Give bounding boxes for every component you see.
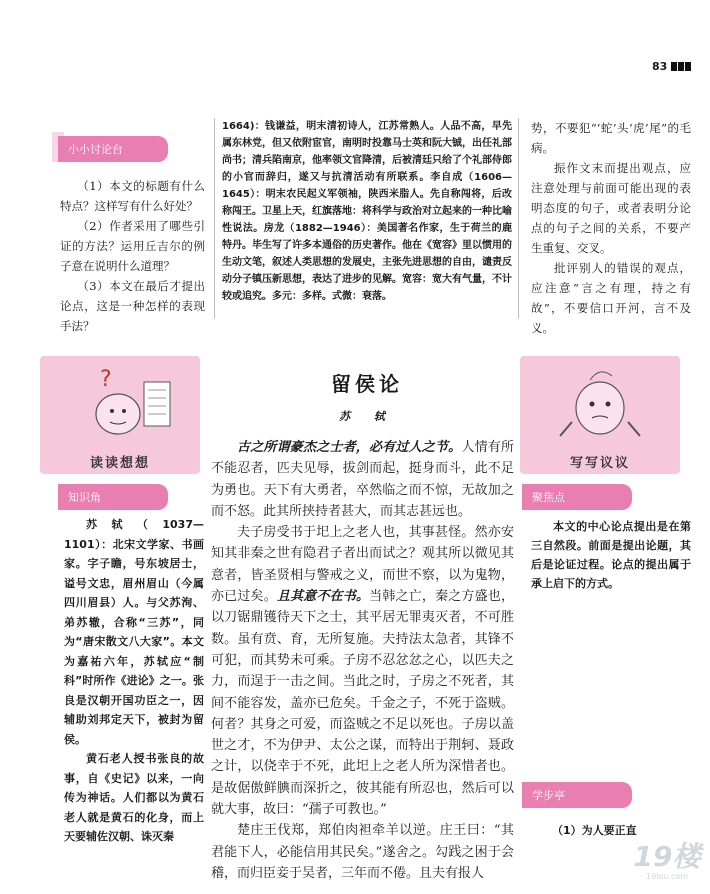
discussion-question-2: （2）作者采用了哪些引证的方法？运用丘吉尔的例子意在说明什么道理？ [60,219,205,273]
article-paragraph-2: 夫子房受书于圯上之老人也，其事甚怪。然亦安知其非秦之世有隐君子者出而试之？观其所以微见其意者，皆圣贤相与警戒之义，而世不察，以为鬼物，亦已过矣。且其意不在书。当韩之亡，秦之方盛也，以刀锯鼎镬待天下之士，其平居无罪夷灭者，不可胜数。虽有贲、育，无所复施。夫持法太急者，其锋不可犯，而其势未可乘。子房不忍忿忿之心，以匹夫之力，而逞于一击之间。当此之时，子房之不死者，其间不能容发，盖亦已危矣。千金之子，不死于盗贼。何者？其身之可爱，而盗贼之不足以死也。子房以盖世之才，不为伊尹、太公之谋，而特出于荆轲、聂政之计，以侥幸于不死，此圯上之老人所为深惜者也。是故倨傲鲜腆而深折之，彼其能有所忍也，然后可以就大事，故曰：“孺子可教也。” [211,525,514,818]
page-number: 83 [652,60,691,74]
discussion-label: 小小讨论台 [58,136,168,162]
focus-text: 本文的中心论点提出是在第三自然段。前面是提出论题，其后是论证过程。论点的提出属于承上启下的方式。 [531,520,691,590]
writing-tip-2: 振作文末而提出观点，应注意处理与前面可能出现的表明态度的句子，或者表明分论点的句子之间的关系，不要产生重复、交叉。 [531,161,691,255]
discussion-question-1: （1）本文的标题有什么特点？这样写有什么好处？ [60,179,205,213]
write-discuss-illustration [520,356,680,474]
handwritten-thesis: 古之所谓豪杰之士者，必有过人之节。 [237,440,462,455]
focus-label: 聚焦点 [522,484,632,510]
knowledge-text [64,515,204,847]
reading-girl-icon [40,356,200,448]
svg-text:?: ? [100,367,112,392]
writing-character-icon [520,356,680,448]
vocabulary-notes: 1664)：钱谦益，明末清初诗人，江苏常熟人。人品不高，早先属东林党，但又依附宦官，南明时投靠马士英和阮大铖，出任礼部尚书；清兵陷南京，他率领文官降清，后被清廷只给了个礼部侍郎的小官而辞归，遂又与抗清活动有所联系。李自成（1606—1645）：明末农民起义军领袖，陕西米脂人。先自称闯将，后改称闯王。卫星上天，红旗落地：将科学与政治对立起来的一种比喻性说法。房龙（1882—1946）：美国著名作家，生于荷兰的鹿特丹。毕生写了许多本通俗的历史著作。他在《宽容》里以惯用的生动文笔，叙述人类思想的发展史，主张先进思想的自由，谴责反动分子镇压新思想，表达了进步的见解。宽容：宽大有气量，不计较或追究。多元：多样。式微：衰落。 [222,121,512,302]
study-text: （1）为人要正直 [552,824,637,837]
discussion-question-3: （3）本文在最后才提出论点，这是一种怎样的表现手法？ [60,279,205,333]
page-number-bars [670,61,691,74]
read-think-illustration [40,356,200,474]
write-discuss-label: 写写议议 [569,456,630,471]
watermark-logo: 19楼 19lou.com [633,840,701,881]
study-label: 学步亭 [522,782,632,808]
knowledge-paragraph-1: 苏轼（1037—1101）：北宋文学家、书画家。字子瞻，号东坡居士，谥号文忠，眉州眉山（今属四川眉县）人。与父苏洵、弟苏辙，合称“三苏”，同为“唐宋散文八大家”。本文为嘉祐六年，苏轼应“制科”时所作《进论》之一。张良是汉朝开国功臣之一，因辅助刘邦定天下，被封为留侯。 [64,518,204,746]
discussion-questions [60,176,205,336]
article-author: 苏 轼 [339,410,395,423]
knowledge-paragraph-2: 黄石老人授书张良的故事，自《史记》以来，一向传为神话。人们都以为黄石老人就是黄石的化身，而上天要辅佐汉朝、诛灭秦 [64,752,204,843]
writing-tip-3: 批评别人的错误的观点，应注意“言之有理，持之有故”，不要信口开河，言不及义。 [531,261,691,335]
article-paragraph-3: 楚庄王伐郑，郑伯肉袒牵羊以逆。庄王曰：“其君能下人，必能信用其民矣。”遂舍之。勾践之困于会稽，而归臣妾于吴者，三年而不倦。且夫有报人 [211,823,514,881]
article-title: 留侯论 [331,372,403,396]
column-divider-left [214,118,215,318]
article-paragraph-1: 古之所谓豪杰之士者，必有过人之节。人情有所不能忍者，匹夫见辱，拔剑而起，挺身而斗，此不足为勇也。天下有大勇者，卒然临之而不惊，无故加之而不怒。此其所挟持者甚大，而其志甚远也。 [211,440,514,519]
writing-tip-1: 势，不要犯“‘蛇’头‘虎’尾”的毛病。 [531,121,691,155]
read-think-label: 读读想想 [89,456,150,471]
handwritten-annotation: 且其意不在书。 [276,589,370,605]
writing-tips [531,118,691,338]
article-body [211,437,514,884]
column-divider-right [518,118,519,318]
knowledge-label: 知识角 [58,484,168,510]
